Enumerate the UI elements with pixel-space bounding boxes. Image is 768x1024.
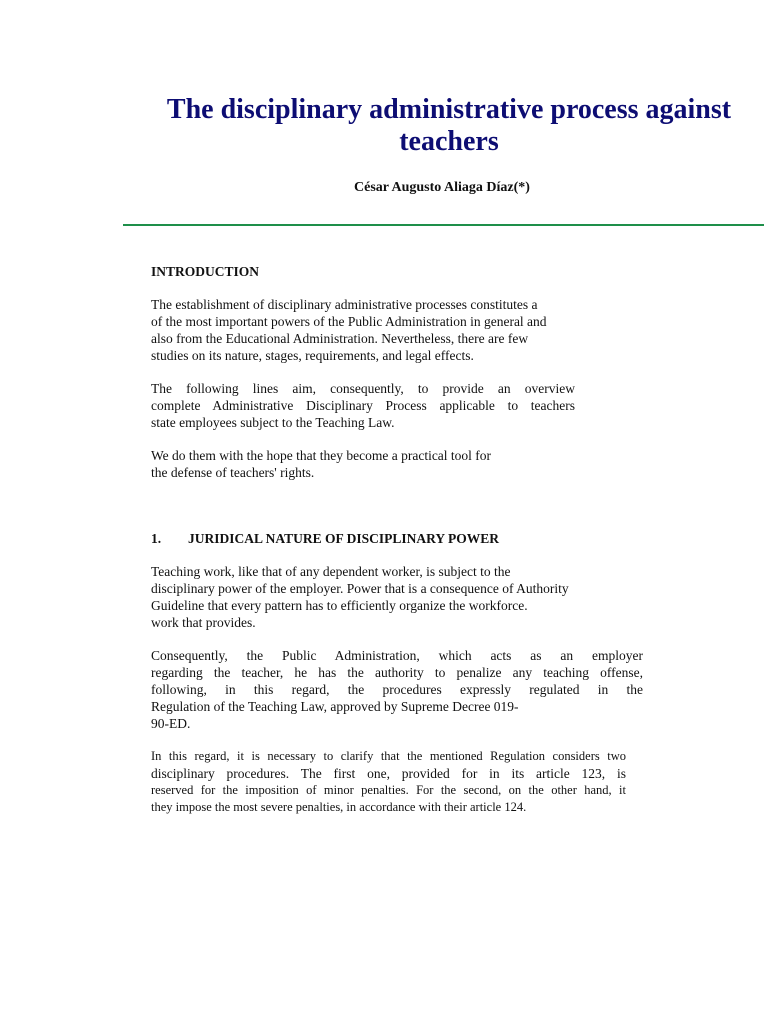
paragraph-line: Guideline that every pattern has to efficiently organize the workforce.	[151, 598, 528, 613]
paragraph-line: also from the Educational Administration. Nevertheless, there are few	[151, 331, 529, 346]
paragraph-line: reserved for the imposition of minor penalties. For the second, on the other hand, it	[151, 783, 626, 797]
paragraph-line: the defense of teachers' rights.	[151, 465, 315, 480]
section-1-paragraph-2	[151, 647, 643, 732]
intro-paragraph-1	[151, 296, 646, 364]
paragraph-line: In this regard, it is necessary to clarify that the mentioned Regulation considers two	[151, 749, 626, 763]
paragraph-line: they impose the most severe penalties, in accordance with their article 124.	[151, 800, 527, 814]
paragraph-line: The establishment of disciplinary administrative processes constitutes a	[151, 297, 538, 312]
section-number: 1.	[151, 531, 162, 546]
paragraph-line: Consequently, the Public Administration, which acts as an employer	[151, 648, 643, 663]
paragraph-line: regarding the teacher, he has the authority to penalize any teaching offense,	[151, 665, 643, 680]
document-title: The disciplinary administrative process against teachers	[166, 94, 732, 157]
paragraph-line: We do them with the hope that they become a practical tool for	[151, 448, 492, 463]
intro-heading: INTRODUCTION	[151, 264, 260, 279]
author-line: César Augusto Aliaga Díaz(*)	[354, 180, 530, 195]
section-1-heading	[151, 530, 646, 547]
paragraph-line: complete Administrative Disciplinary Process applicable to teachers	[151, 398, 575, 413]
section-title: JURIDICAL NATURE OF DISCIPLINARY POWER	[188, 531, 500, 546]
paragraph-line: Regulation of the Teaching Law, approved by Supreme Decree 019-	[151, 699, 519, 714]
paragraph-line: disciplinary power of the employer. Power that is a consequence of Authority	[151, 581, 569, 596]
section-1-paragraph-1	[151, 563, 646, 631]
intro-paragraph-3	[151, 447, 646, 481]
paragraph-line: of the most important powers of the Public Administration in general and	[151, 314, 547, 329]
paragraph-line: state employees subject to the Teaching Law.	[151, 415, 395, 430]
paragraph-line: work that provides.	[151, 615, 256, 630]
paragraph-line: Teaching work, like that of any dependent worker, is subject to the	[151, 564, 511, 579]
intro-paragraph-2	[151, 380, 575, 431]
paragraph-line: 90-ED.	[151, 716, 191, 731]
title-divider	[123, 224, 764, 226]
paragraph-line: studies on its nature, stages, requirements, and legal effects.	[151, 348, 474, 363]
paragraph-line: The following lines aim, consequently, to provide an overview	[151, 381, 575, 396]
paragraph-line: disciplinary procedures. The first one, provided for in its article 123, is	[151, 766, 626, 781]
paragraph-line: following, in this regard, the procedures expressly regulated in the	[151, 682, 643, 697]
section-1-paragraph-3	[151, 748, 626, 816]
document-body	[151, 263, 646, 816]
